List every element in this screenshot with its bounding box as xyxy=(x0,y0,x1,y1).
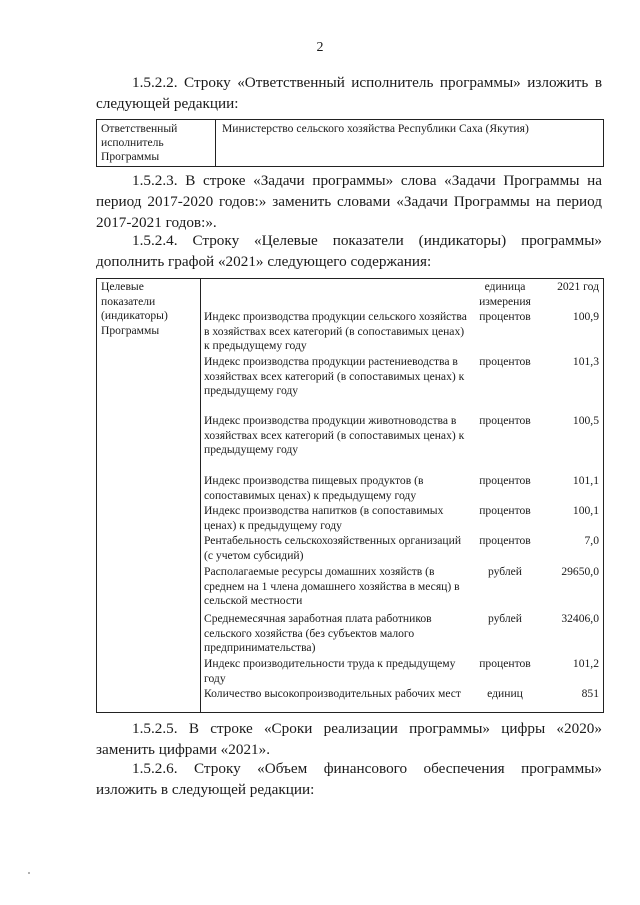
indicator-desc: Индекс производства продукции сельского хозяйства в хозяйствах всех категорий (в сопоставимых ценах) к предыдущему году xyxy=(204,310,467,352)
indicator-desc: Индекс производства продукции растениеводства в хозяйствах всех категорий (в сопоставимых ценах) к предыдущему году xyxy=(204,355,465,397)
responsible-label: Ответственный исполнитель Программы xyxy=(97,120,216,166)
indicators-left-label: Целевые показатели (индикаторы) Программы xyxy=(97,279,201,712)
indicator-unit: рублей xyxy=(487,565,523,578)
indicator-desc: Индекс производства пищевых продуктов (в сопоставимых ценах) к предыдущему году xyxy=(204,474,424,502)
indicator-unit: процентов xyxy=(479,474,531,487)
indicator-unit: процентов xyxy=(479,534,531,547)
indicator-desc: Индекс производительности труда к предыдущему году xyxy=(204,657,456,685)
indicator-unit: процентов xyxy=(479,310,531,323)
indicator-desc: Индекс производства продукции животноводства в хозяйствах всех категорий (в сопоставимых ценах) к предыдущему году xyxy=(204,414,465,456)
indicator-unit: процентов xyxy=(479,657,531,670)
indicator-value: 100,9 xyxy=(572,310,599,323)
indicator-value: 100,1 xyxy=(572,504,599,517)
indicator-value: 29650,0 xyxy=(561,565,599,578)
indicator-desc: Количество высокопроизводительных рабочих мест xyxy=(204,687,461,700)
paragraph-1-5-2-5: 1.5.2.5. В строке «Сроки реализации программы» цифры «2020» заменить цифрами «2021». xyxy=(96,720,602,758)
scan-speck xyxy=(28,872,30,874)
unit-header: единица измерения xyxy=(479,280,531,308)
indicator-value: 101,2 xyxy=(572,657,599,670)
paragraph-1-5-2-4: 1.5.2.4. Строку «Целевые показатели (индикаторы) программы» дополнить графой «2021» следующего содержания: xyxy=(96,232,602,270)
indicator-unit: единиц xyxy=(487,687,523,700)
indicator-value: 100,5 xyxy=(572,414,599,427)
paragraph-1-5-2-3: 1.5.2.3. В строке «Задачи программы» слова «Задачи Программы на период 2017-2020 годов:» заменить словами «Задачи Программы на период 2017-2021 годов:». xyxy=(96,172,602,231)
indicator-desc: Среднемесячная заработная плата работников сельского хозяйства (без субъектов малого предпринимательства) xyxy=(204,612,432,654)
indicator-desc: Индекс производства напитков (в сопоставимых ценах) к предыдущему году xyxy=(204,504,444,532)
responsible-value: Министерство сельского хозяйства Республики Саха (Якутия) xyxy=(222,122,529,135)
indicators-table xyxy=(96,278,604,713)
indicator-unit: рублей xyxy=(487,612,523,625)
indicator-value: 101,1 xyxy=(572,474,599,487)
indicator-value: 851 xyxy=(581,687,599,700)
paragraph-1-5-2-6: 1.5.2.6. Строку «Объем финансового обеспечения программы» изложить в следующей редакции: xyxy=(96,760,602,798)
indicator-value: 32406,0 xyxy=(561,612,599,625)
indicator-desc: Располагаемые ресурсы домашних хозяйств (в среднем на 1 члена домашнего хозяйства в месяц) в сельской местности xyxy=(204,565,460,607)
year-header: 2021 год xyxy=(557,280,599,293)
page-number: 2 xyxy=(316,40,324,55)
indicator-unit: процентов xyxy=(479,355,531,368)
indicator-desc: Рентабельность сельскохозяйственных организаций (с учетом субсидий) xyxy=(204,534,462,562)
indicator-value: 101,3 xyxy=(572,355,599,368)
indicator-value: 7,0 xyxy=(584,534,599,547)
indicator-unit: процентов xyxy=(479,414,531,427)
paragraph-1-5-2-2: 1.5.2.2. Строку «Ответственный исполнитель программы» изложить в следующей редакции: xyxy=(96,74,602,112)
indicator-unit: процентов xyxy=(479,504,531,517)
responsible-executor-table xyxy=(96,119,604,167)
